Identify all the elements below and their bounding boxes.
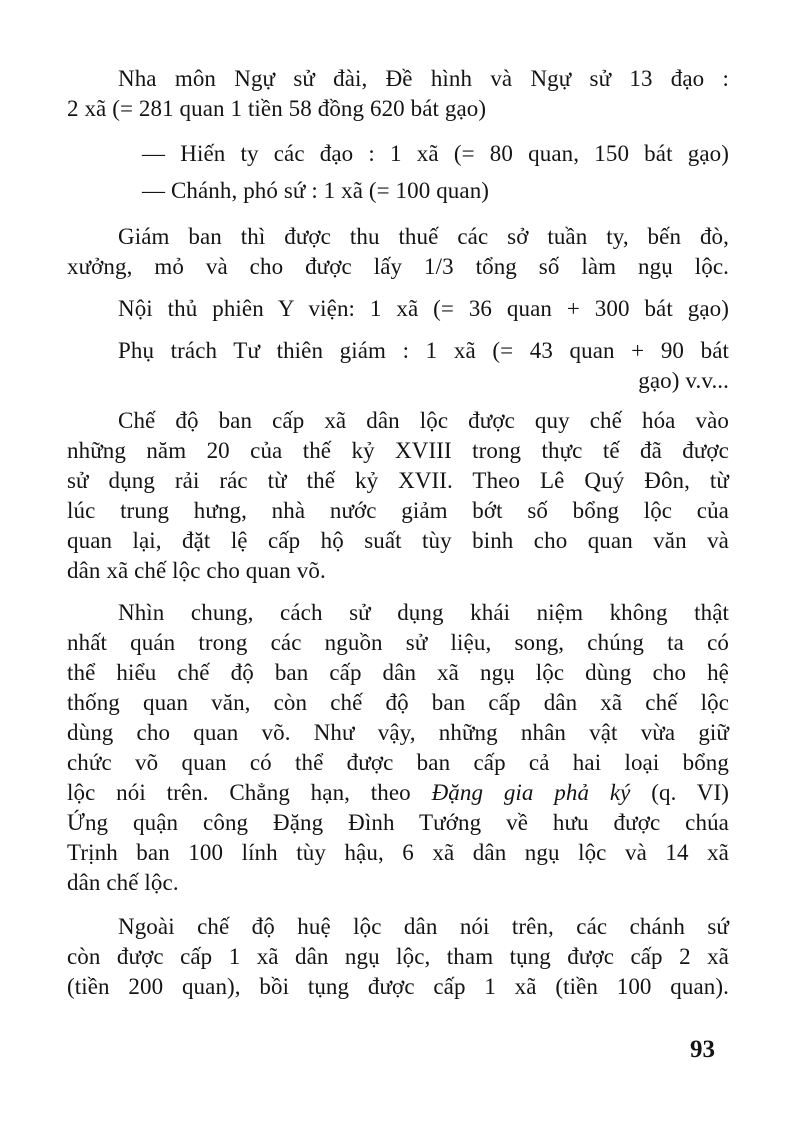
text-line: Phụ trách Tư thiên giám : 1 xã (= 43 quan + 90 bát: [118, 338, 729, 363]
paragraph-line: Chế độ ban cấp xã dân lộc được quy chế hóa vào: [118, 408, 729, 433]
paragraph-line: sử dụng rải rác từ thế kỷ XVII. Theo Lê Quý Đôn, từ: [67, 468, 729, 493]
paragraph-line: còn được cấp 1 xã dân ngụ lộc, tham tụng được cấp 2 xã: [67, 944, 729, 969]
text-line: xưởng, mỏ và cho được lấy 1/3 tổng số làm ngụ lộc.: [67, 254, 729, 279]
text-line: gạo) v.v...: [638, 368, 729, 393]
citation-lead-text: lộc nói trên. Chẳng hạn, theo: [67, 780, 411, 805]
text-line: Nha môn Ngự sử đài, Đề hình và Ngự sử 13 đạo :: [118, 66, 729, 91]
paragraph-line: Nhìn chung, cách sử dụng khái niệm không thật: [118, 600, 729, 625]
paragraph-line-with-citation: [67, 778, 729, 808]
paragraph-line: Ngoài chế độ huệ lộc dân nói trên, các chánh sứ: [118, 914, 729, 939]
paragraph-line: dùng cho quan võ. Như vậy, những nhân vật vừa giữ: [67, 720, 729, 745]
paragraph-line: Ứng quận công Đặng Đình Tướng về hưu được chúa: [67, 810, 729, 835]
paragraph-line: thống quan văn, còn chế độ ban cấp dân xã chế lộc: [67, 690, 729, 715]
paragraph-line: dân chế lộc.: [67, 870, 179, 895]
paragraph-line: nhất quán trong các nguồn sử liệu, song, chúng ta có: [67, 630, 729, 655]
book-title-citation: Đặng gia phả ký: [431, 780, 631, 805]
paragraph-line: lúc trung hưng, nhà nước giảm bớt số bổng lộc của: [67, 498, 729, 523]
text-line: Giám ban thì được thu thuế các sở tuần ty, bến đò,: [118, 224, 729, 249]
paragraph-line: dân xã chế lộc cho quan võ.: [67, 558, 326, 583]
paragraph-line: những năm 20 của thế kỷ XVIII trong thực tế đã được: [67, 438, 729, 463]
text-line: 2 xã (= 281 quan 1 tiền 58 đồng 620 bát gạo): [67, 96, 487, 121]
paragraph-line: quan lại, đặt lệ cấp hộ suất tùy binh cho quan văn và: [67, 528, 729, 553]
text-line: Nội thủ phiên Y viện: 1 xã (= 36 quan + 300 bát gạo): [118, 296, 729, 321]
paragraph-line: Trịnh ban 100 lính tùy hậu, 6 xã dân ngụ lộc và 14 xã: [67, 840, 729, 865]
paragraph-line: chức võ quan có thể được ban cấp cả hai loại bổng: [67, 750, 729, 775]
text-line: — Hiến ty các đạo : 1 xã (= 80 quan, 150 bát gạo): [142, 141, 729, 166]
paragraph-line: (tiền 200 quan), bồi tụng được cấp 1 xã (tiền 100 quan).: [67, 974, 729, 999]
page-number: 93: [690, 1036, 715, 1063]
citation-volume: (q. VI): [651, 780, 729, 805]
text-line: — Chánh, phó sứ : 1 xã (= 100 quan): [142, 178, 490, 203]
paragraph-line: thể hiểu chế độ ban cấp dân xã ngụ lộc dùng cho hệ: [67, 660, 729, 685]
